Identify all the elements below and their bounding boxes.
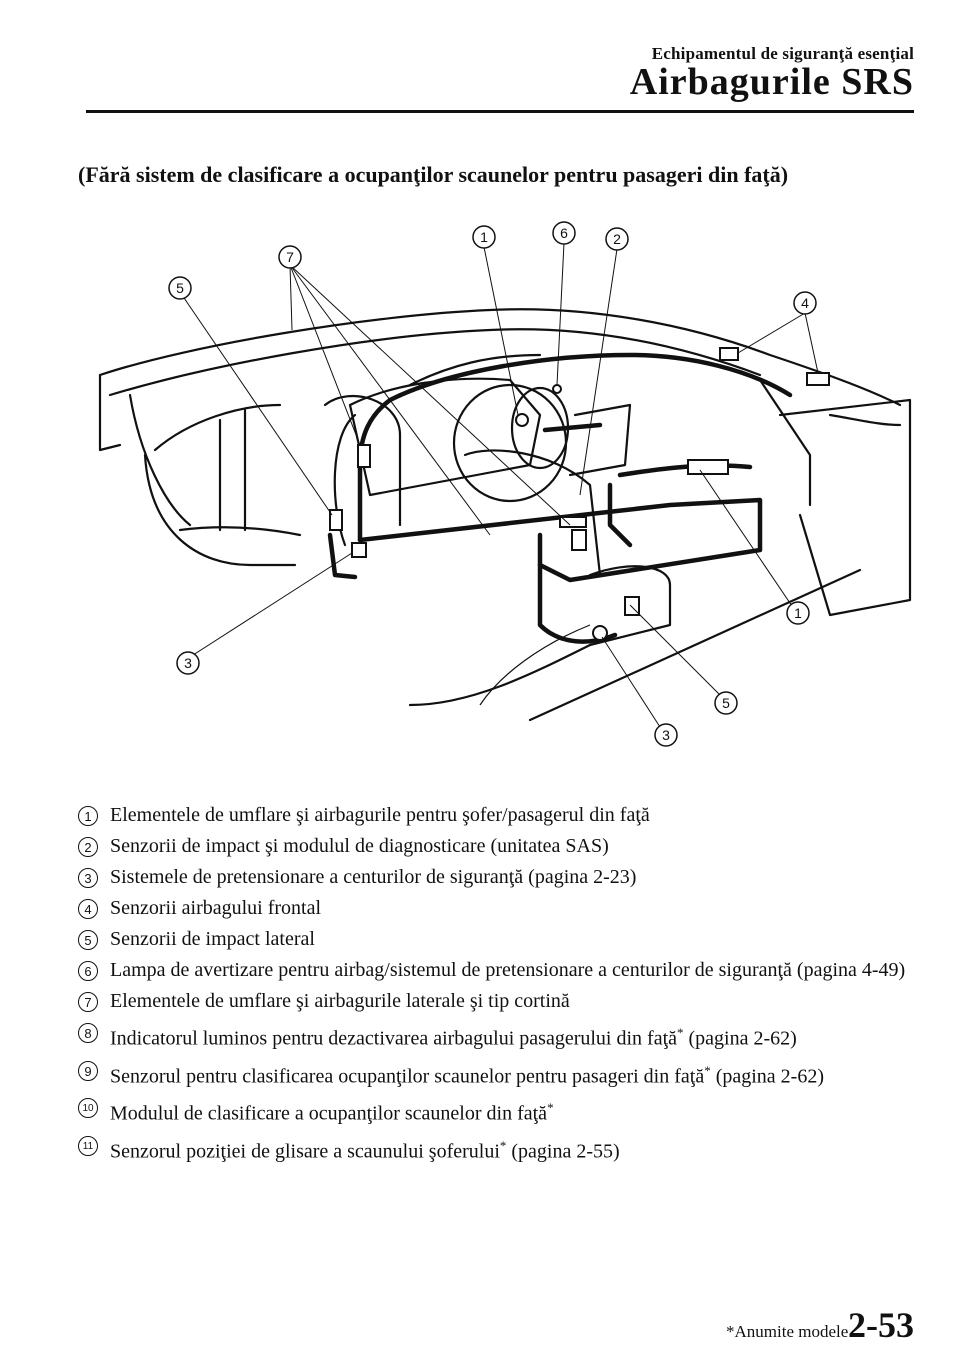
legend-item-3: 3 Sistemele de pretensionare a centurilor de siguranţă (pagina 2-23)	[78, 862, 918, 893]
callout-5-left	[169, 277, 191, 299]
svg-text:5: 5	[722, 695, 730, 711]
section-header: Echipamentul de siguranţă esenţial	[651, 44, 914, 63]
callout-4	[794, 292, 816, 314]
page-title: Airbagurile SRS	[629, 61, 914, 103]
legend-item-2: 2 Senzorii de impact şi modulul de diagnosticare (unitatea SAS)	[78, 831, 918, 862]
legend-item-11: 11 Senzorul poziţiei de glisare a scaunului şoferului* (pagina 2-55)	[78, 1130, 918, 1168]
component-legend	[78, 800, 918, 1168]
legend-item-4: 4 Senzorii airbagului frontal	[78, 893, 918, 924]
car-body-outline	[100, 309, 910, 720]
legend-item-1: 1 Elementele de umflare şi airbagurile pentru şofer/pasagerul din faţă	[78, 800, 918, 831]
svg-text:3: 3	[662, 727, 670, 743]
svg-text:4: 4	[801, 295, 809, 311]
footnote: *Anumite modele.	[726, 1322, 853, 1341]
legend-item-10: 10 Modulul de clasificare a ocupanţilor scaunelor din faţă*	[78, 1092, 918, 1130]
legend-item-8: 8 Indicatorul luminos pentru dezactivarea airbagului pasagerului din faţă* (pagina 2-62)	[78, 1017, 918, 1055]
svg-text:1: 1	[480, 229, 488, 245]
callout-3-bottom	[655, 724, 677, 746]
callout-1-right	[787, 602, 809, 624]
legend-item-5: 5 Senzorii de impact lateral	[78, 924, 918, 955]
leader-lines	[182, 243, 818, 727]
page-number: 2-53	[848, 1305, 914, 1345]
legend-item-6: 6 Lampa de avertizare pentru airbag/sistemul de pretensionare a centurilor de siguranţă (pagina 4-49)	[78, 955, 918, 986]
legend-item-7: 7 Elementele de umflare şi airbagurile laterale şi tip cortină	[78, 986, 918, 1017]
header-divider	[86, 110, 914, 113]
airbag-system-diagram	[70, 205, 930, 775]
svg-text:6: 6	[560, 225, 568, 241]
section-heading: (Fără sistem de clasificare a ocupanţilor scaunelor pentru pasageri din faţă)	[78, 162, 789, 187]
svg-text:1: 1	[794, 605, 802, 621]
callout-2	[606, 228, 628, 250]
svg-text:5: 5	[176, 280, 184, 296]
svg-text:3: 3	[184, 655, 192, 671]
callout-5-bottom	[715, 692, 737, 714]
callout-6	[553, 222, 575, 244]
svg-text:2: 2	[613, 231, 621, 247]
callout-3-left	[177, 652, 199, 674]
callout-1-top	[473, 226, 495, 248]
svg-text:7: 7	[286, 249, 294, 265]
legend-item-9: 9 Senzorul pentru clasificarea ocupanţilor scaunelor pentru pasageri din faţă* (pagina 2-62)	[78, 1055, 918, 1093]
callout-7	[279, 246, 301, 268]
